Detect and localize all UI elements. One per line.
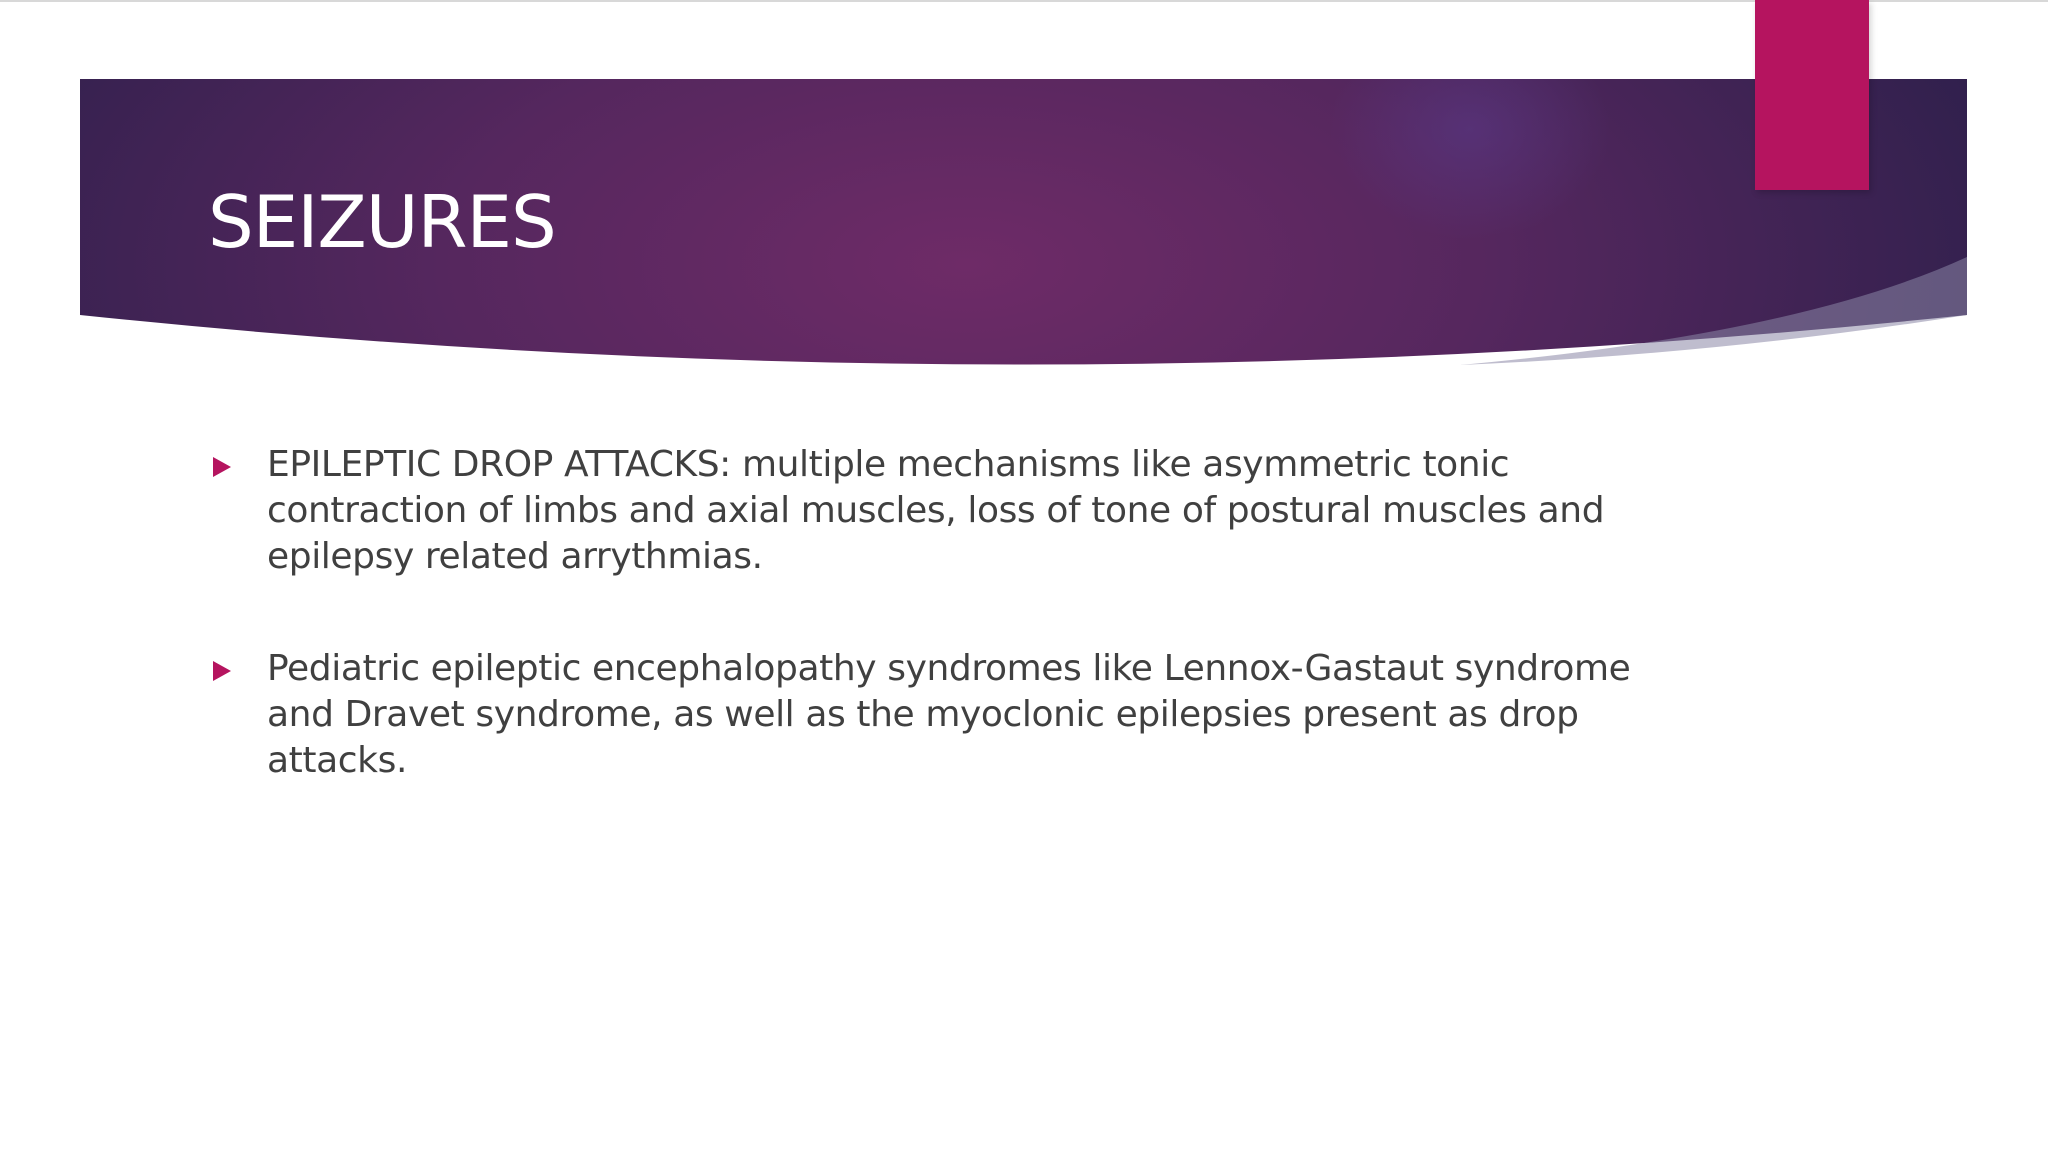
- top-divider: [0, 0, 2048, 2]
- triangle-bullet-icon: [213, 457, 231, 477]
- bullet-item: [208, 442, 1678, 580]
- bullet-text: EPILEPTIC DROP ATTACKS: multiple mechanisms like asymmetric tonic contraction of limbs and axial muscles, loss of tone of postural muscles and epilepsy related arrythmias.: [267, 444, 1605, 577]
- bullet-text: Pediatric epileptic encephalopathy syndromes like Lennox-Gastaut syndrome and Dravet syndrome, as well as the myoclonic epilepsies present as drop attacks.: [267, 648, 1631, 781]
- triangle-bullet-icon: [213, 661, 231, 681]
- accent-tab: [1755, 0, 1869, 190]
- bullet-list: [208, 442, 1678, 850]
- slide-title: SEIZURES: [208, 180, 556, 264]
- bullet-item: [208, 646, 1678, 784]
